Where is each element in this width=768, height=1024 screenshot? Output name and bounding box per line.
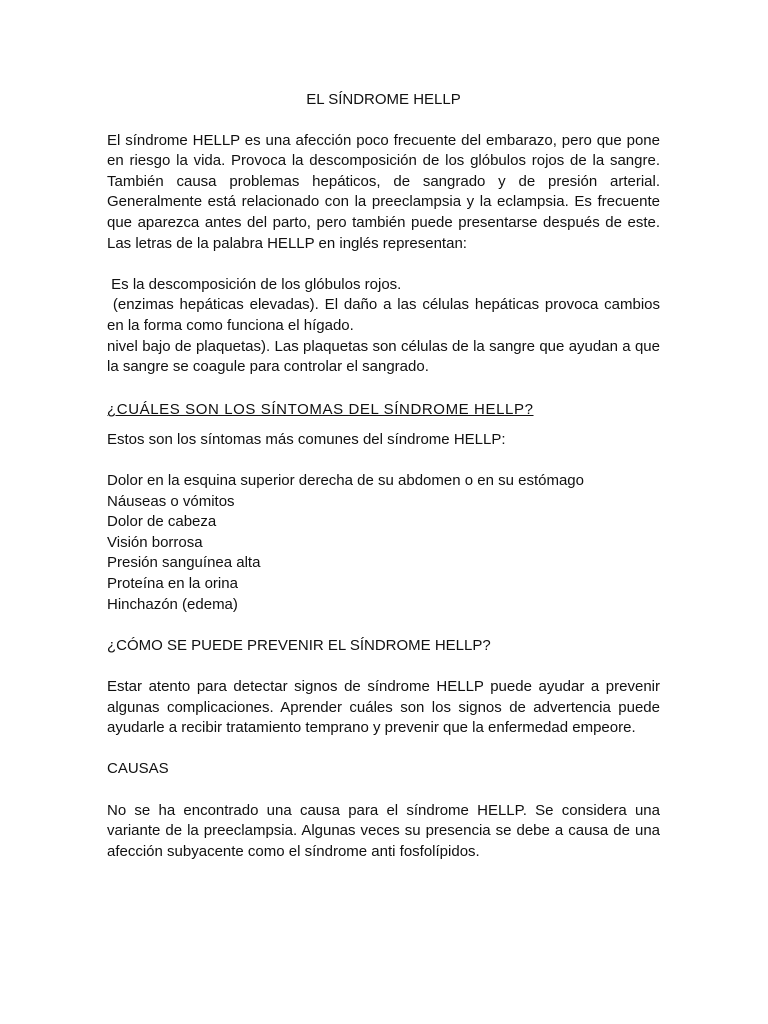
letter-h-description: Es la descomposición de los glóbulos rojos. [107,275,402,293]
letter-lp-description: nivel bajo de plaquetas). Las plaquetas son células de la sangre que ayudan a que la sangre se coagule para controlar el sangrado. [107,337,660,376]
causes-heading: CAUSAS [107,760,169,778]
symptoms-intro: Estos son los síntomas más comunes del síndrome HELLP: [107,430,506,448]
symptom-item: Hinchazón (edema) [107,595,238,613]
document-title: EL SÍNDROME HELLP [306,91,461,108]
prevention-paragraph: Estar atento para detectar signos de síndrome HELLP puede ayudar a prevenir algunas complicaciones. Aprender cuáles son los signos de advertencia puede ayudarle a recibir tratamiento temprano y prevenir que la enfermedad empeore. [107,678,660,737]
symptom-item: Dolor de cabeza [107,513,217,531]
symptom-item: Presión sanguínea alta [107,554,261,572]
letter-el-description: (enzimas hepáticas elevadas). El daño a las células hepáticas provoca cambios en la forma como funciona el hígado. [107,296,665,334]
intro-paragraph: El síndrome HELLP es una afección poco frecuente del embarazo, pero que pone en riesgo la vida. Provoca la descomposición de los glóbulos rojos de la sangre. También causa problemas hepáticos, de sangrado y de presión arterial. Generalmente está relacionado con la preeclampsia y la eclampsia. Es frecuente que aparezca antes del parto, pero también puede presentarse después de este. Las letras de la palabra HELLP en inglés representan: [107,131,660,252]
hellp-letters-list [107,275,665,378]
symptoms-heading: ¿CUÁLES SON LOS SÍNTOMAS DEL SÍNDROME HELLP? [107,401,534,419]
prevention-heading: ¿CÓMO SE PUEDE PREVENIR EL SÍNDROME HELLP? [107,636,491,654]
symptom-item: Náuseas o vómitos [107,492,235,510]
symptom-item: Dolor en la esquina superior derecha de su abdomen o en su estómago [107,472,584,490]
symptom-item: Proteína en la orina [107,575,238,593]
document-page [107,90,665,883]
symptom-item: Visión borrosa [107,533,203,551]
symptoms-list [107,471,660,615]
causes-paragraph: No se ha encontrado una causa para el síndrome HELLP. Se considera una variante de la preeclampsia. Algunas veces su presencia se debe a causa de una afección subyacente como el síndrome anti fosfolípidos. [107,801,660,860]
